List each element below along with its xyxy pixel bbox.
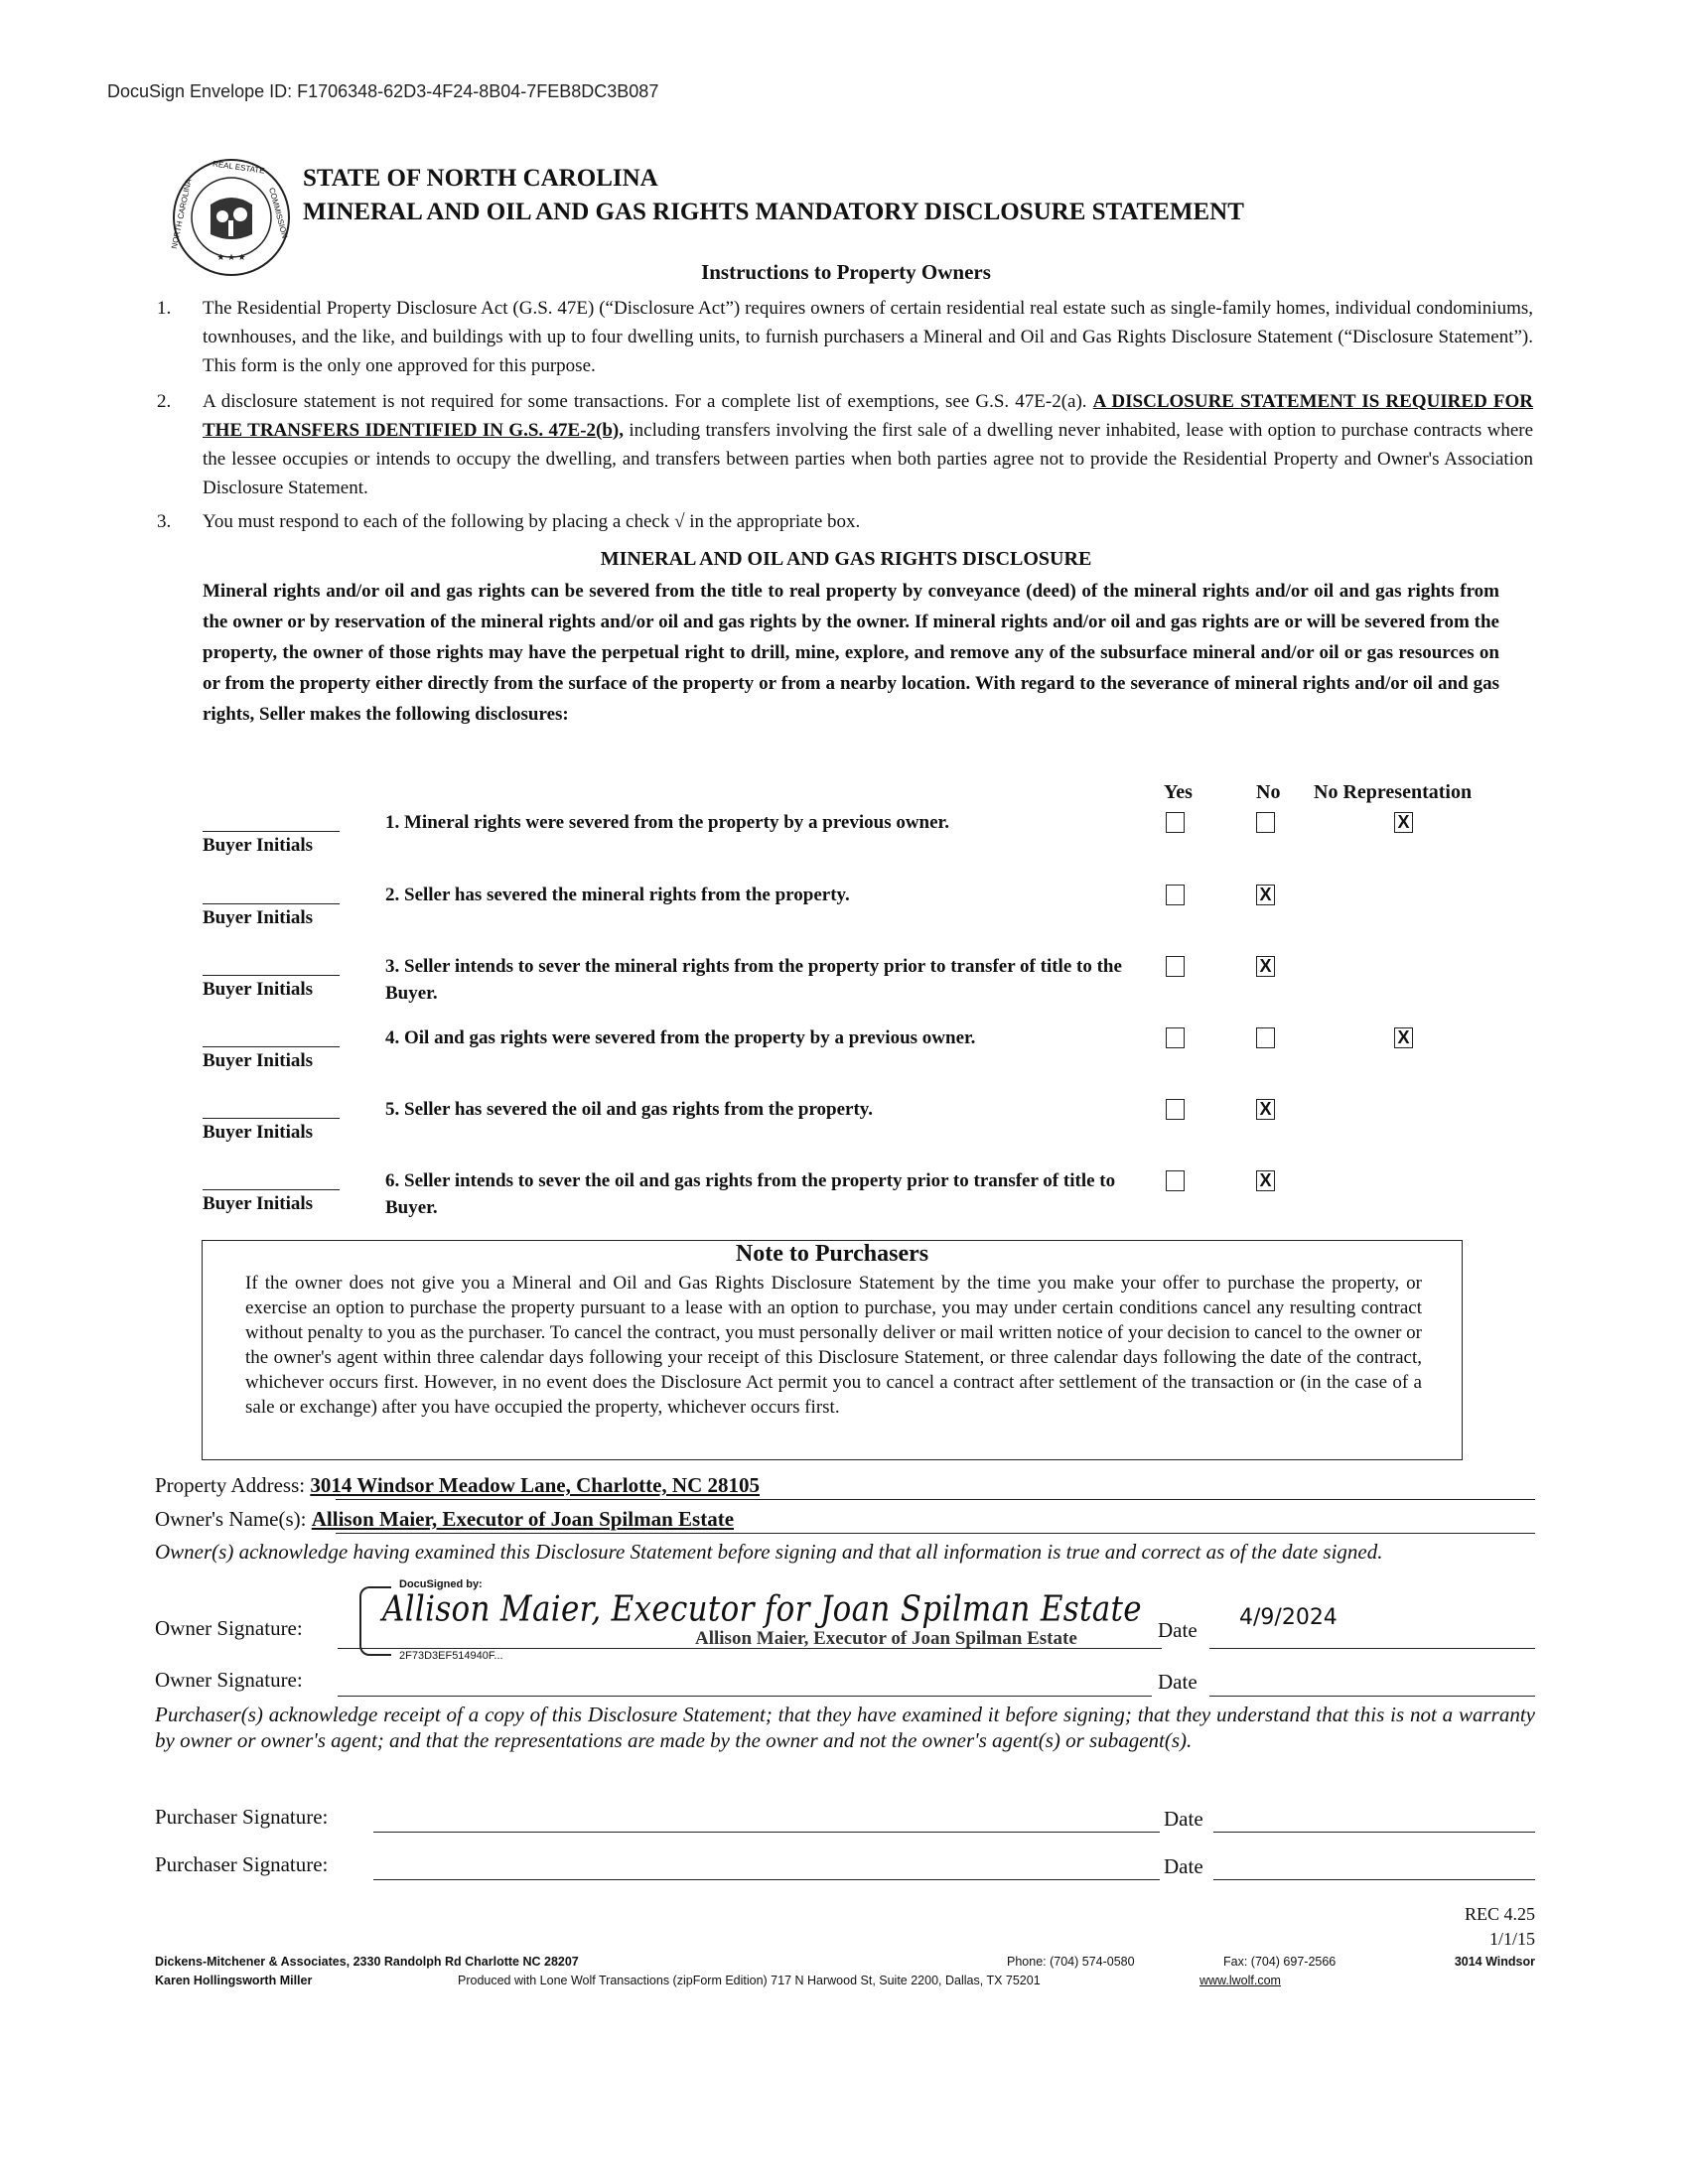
footer-phone: Phone: (704) 574-0580 — [1007, 1955, 1135, 1969]
owner-date-2-label: Date — [1158, 1670, 1198, 1694]
purchaser-signature-2-line[interactable] — [373, 1879, 1160, 1880]
note-title: Note to Purchasers — [735, 1241, 929, 1267]
purchaser-date-2-label: Date — [1164, 1854, 1203, 1878]
buyer-initials-label: Buyer Initials — [203, 1122, 314, 1143]
checkbox-yes[interactable] — [1166, 1027, 1185, 1048]
seal-text-right: COMMISSION — [267, 187, 290, 239]
instruction-required-emphasis: A DISCLOSURE STATEMENT IS REQUIRED FOR THE TRANSFERS IDENTIFIED IN G.S. 47E-2(b), — [203, 391, 1534, 441]
form-title-state: STATE OF NORTH CAROLINA — [303, 165, 658, 192]
form-title: MINERAL AND OIL AND GAS RIGHTS MANDATORY DISCLOSURE STATEMENT — [303, 199, 1244, 225]
owner-date-2-line[interactable] — [1209, 1696, 1535, 1697]
property-address-value[interactable]: 3014 Windsor Meadow Lane, Charlotte, NC 28105 — [310, 1473, 761, 1497]
owner-date-line — [1209, 1648, 1535, 1649]
owner-name-label: Owner's Name(s): — [155, 1507, 307, 1531]
instruction-text: You must respond to each of the following by placing a check √ in the appropriate box. — [203, 511, 861, 532]
form-date: 1/1/15 — [1488, 1929, 1535, 1949]
checkbox-no-representation[interactable]: X — [1394, 1027, 1413, 1048]
instruction-text-after: including transfers involving the first sale of a dwelling never inhabited, lease with option to purchase contracts where the lessee occupies or intends to occupy the dwelling, and transfers between parties when both parties agree not to provide the Residential Property and Owner's Association Disclosure Statement. — [203, 420, 1534, 498]
purchaser-signature-line[interactable] — [373, 1832, 1160, 1833]
checkbox-yes[interactable] — [1166, 885, 1185, 905]
instruction-text-before: A disclosure statement is not required for some transactions. For a complete list of exemptions, see G.S. 47E-2(a). — [203, 391, 1087, 412]
checkbox-yes[interactable] — [1166, 812, 1185, 833]
owner-signature-label: Owner Signature: — [155, 1616, 303, 1640]
checkbox-no[interactable]: X — [1256, 1170, 1275, 1191]
footer-agent: Karen Hollingsworth Miller — [155, 1974, 313, 1987]
purchaser-date-label: Date — [1164, 1807, 1203, 1831]
question-text: 2. Seller has severed the mineral rights from the property. — [385, 885, 850, 905]
disclosure-body: Mineral rights and/or oil and gas rights can be severed from the title to real property by conveyance (deed) of the mineral rights and/or oil and gas rights from the owner or by reservation of the mineral rights and/or oil and gas rights by the owner. If mineral rights and/or oil and gas rights are or will be severed from the property, the owner of those rights may have the perpetual right to drill, mine, explore, and remove any of the subsurface mineral and/or oil or gas resources on or from the property either directly from the surface of the property or from a nearby location. With regard to the severance of mineral rights and/or oil and gas rights, Seller makes the following disclosures: — [203, 581, 1499, 725]
owner-signature-2-label: Owner Signature: — [155, 1668, 303, 1692]
instruction-text — [203, 387, 1533, 502]
buyer-initials-line[interactable] — [203, 1046, 340, 1047]
property-address-line — [336, 1499, 1535, 1500]
property-address-field — [155, 1473, 760, 1498]
docusign-id: 2F73D3EF514940F... — [399, 1650, 503, 1662]
instruction-item-1 — [157, 294, 1533, 380]
buyer-initials-label: Buyer Initials — [203, 1050, 314, 1071]
purchaser-signature-2-label: Purchaser Signature: — [155, 1852, 329, 1876]
instruction-item-3 — [157, 507, 1533, 536]
instruction-number: 1. — [157, 298, 172, 319]
question-text: 4. Oil and gas rights were severed from the property by a previous owner. — [385, 1027, 976, 1048]
form-name: 3014 Windsor — [1454, 1955, 1535, 1969]
purchaser-acknowledgement: Purchaser(s) acknowledge receipt of a copy of this Disclosure Statement; that they have examined it before signing; that they understand that this is not a warranty by owner or owner's agent; and that the representations are made by the owner and not the owner's agent(s) or subagent(s). — [155, 1703, 1535, 1752]
checkbox-yes[interactable] — [1166, 956, 1185, 977]
owner-signature[interactable]: Allison Maier, Executor for Joan Spilman Estate — [382, 1588, 1142, 1630]
question-text: 3. Seller intends to sever the mineral rights from the property prior to transfer of title to the Buyer. — [385, 956, 1122, 1004]
owner-name-field — [155, 1507, 734, 1532]
instructions-heading: Instructions to Property Owners — [701, 260, 991, 284]
owner-signature-2-line[interactable] — [338, 1696, 1152, 1697]
purchaser-signature-label: Purchaser Signature: — [155, 1805, 329, 1829]
buyer-initials-line[interactable] — [203, 1118, 340, 1119]
buyer-initials-label: Buyer Initials — [203, 835, 314, 856]
svg-text:★ ★ ★: ★ ★ ★ — [216, 252, 246, 262]
footer-website-link[interactable]: www.lwolf.com — [1199, 1974, 1281, 1987]
owner-name-value[interactable]: Allison Maier, Executor of Joan Spilman Estate — [311, 1507, 735, 1531]
question-text: 5. Seller has severed the oil and gas rights from the property. — [385, 1099, 873, 1120]
checkbox-no[interactable]: X — [1256, 1099, 1275, 1120]
owner-date-label: Date — [1158, 1618, 1198, 1642]
instruction-item-2 — [157, 387, 1533, 502]
checkbox-no[interactable]: X — [1256, 885, 1275, 905]
seal-text-top: REAL ESTATE — [212, 159, 266, 176]
property-address-label: Property Address: — [155, 1473, 306, 1497]
column-no-header: No — [1256, 781, 1281, 803]
column-no-representation-header: No Representation — [1314, 781, 1473, 803]
checkbox-no[interactable] — [1256, 1027, 1275, 1048]
buyer-initials-label: Buyer Initials — [203, 979, 314, 1000]
checkbox-yes[interactable] — [1166, 1099, 1185, 1120]
owner-signature-printed: Allison Maier, Executor of Joan Spilman Estate — [695, 1628, 1077, 1649]
checkbox-yes[interactable] — [1166, 1170, 1185, 1191]
buyer-initials-line[interactable] — [203, 903, 340, 904]
owner-name-line — [336, 1533, 1535, 1534]
seal-text-left: NORTH CAROLINA — [169, 178, 194, 250]
checkbox-no[interactable]: X — [1256, 956, 1275, 977]
checkbox-no-representation[interactable]: X — [1394, 812, 1413, 833]
footer-company: Dickens-Mitchener & Associates, 2330 Randolph Rd Charlotte NC 28207 — [155, 1955, 579, 1969]
owner-acknowledgement: Owner(s) acknowledge having examined this Disclosure Statement before signing and that all information is true and correct as of the date signed. — [155, 1540, 1383, 1564]
buyer-initials-line[interactable] — [203, 975, 340, 976]
checkbox-no[interactable] — [1256, 812, 1275, 833]
owner-date-value[interactable]: 4/9/2024 — [1239, 1605, 1338, 1630]
instruction-text: The Residential Property Disclosure Act (G.S. 47E) (“Disclosure Act”) requires owners of certain residential real estate such as single-family homes, individual condominiums, townhouses, and the like, and buildings with up to four dwelling units, to furnish purchasers a Mineral and Oil and Gas Rights Disclosure Statement (“Disclosure Statement”). This form is the only one approved for this purpose. — [203, 298, 1533, 376]
footer-produced: Produced with Lone Wolf Transactions (zipForm Edition) 717 N Harwood St, Suite 2200, Dallas, TX 75201 — [458, 1974, 1041, 1987]
instruction-number: 3. — [157, 511, 172, 532]
buyer-initials-label: Buyer Initials — [203, 1193, 314, 1214]
purchaser-date-line[interactable] — [1213, 1832, 1535, 1833]
buyer-initials-label: Buyer Initials — [203, 907, 314, 928]
question-text: 6. Seller intends to sever the oil and gas rights from the property prior to transfer of title to Buyer. — [385, 1170, 1116, 1218]
footer-fax: Fax: (704) 697-2566 — [1223, 1955, 1337, 1969]
purchaser-date-2-line[interactable] — [1213, 1879, 1535, 1880]
docusign-envelope-id: DocuSign Envelope ID: F1706348-62D3-4F24-8B04-7FEB8DC3B087 — [107, 81, 659, 101]
note-body: If the owner does not give you a Mineral and Oil and Gas Rights Disclosure Statement by the time you make your offer to purchase the property, or exercise an option to purchase the property pursuant to a lease with an option to purchase, you may under certain conditions cancel any resulting contract without penalty to you as the purchaser. To cancel the contract, you must personally deliver or mail written notice of your decision to cancel to the owner or the owner's agent within three calendar days following your receipt of this Disclosure Statement, or three calendar days following the date of the contract, whichever occurs first. However, in no event does the Disclosure Act permit you to cancel a contract after settlement of the transaction or (in the case of a sale or exchange) after you have occupied the property, whichever occurs first. — [245, 1273, 1422, 1418]
column-yes-header: Yes — [1164, 781, 1193, 803]
docusigned-by-label: DocuSigned by: — [399, 1578, 483, 1590]
owner-signature-line — [338, 1648, 1162, 1649]
buyer-initials-line[interactable] — [203, 1189, 340, 1190]
instruction-number: 2. — [157, 391, 172, 412]
form-code: REC 4.25 — [1464, 1904, 1535, 1924]
question-text: 1. Mineral rights were severed from the property by a previous owner. — [385, 812, 949, 833]
disclosure-heading: MINERAL AND OIL AND GAS RIGHTS DISCLOSURE — [600, 548, 1092, 570]
buyer-initials-line[interactable] — [203, 831, 340, 832]
